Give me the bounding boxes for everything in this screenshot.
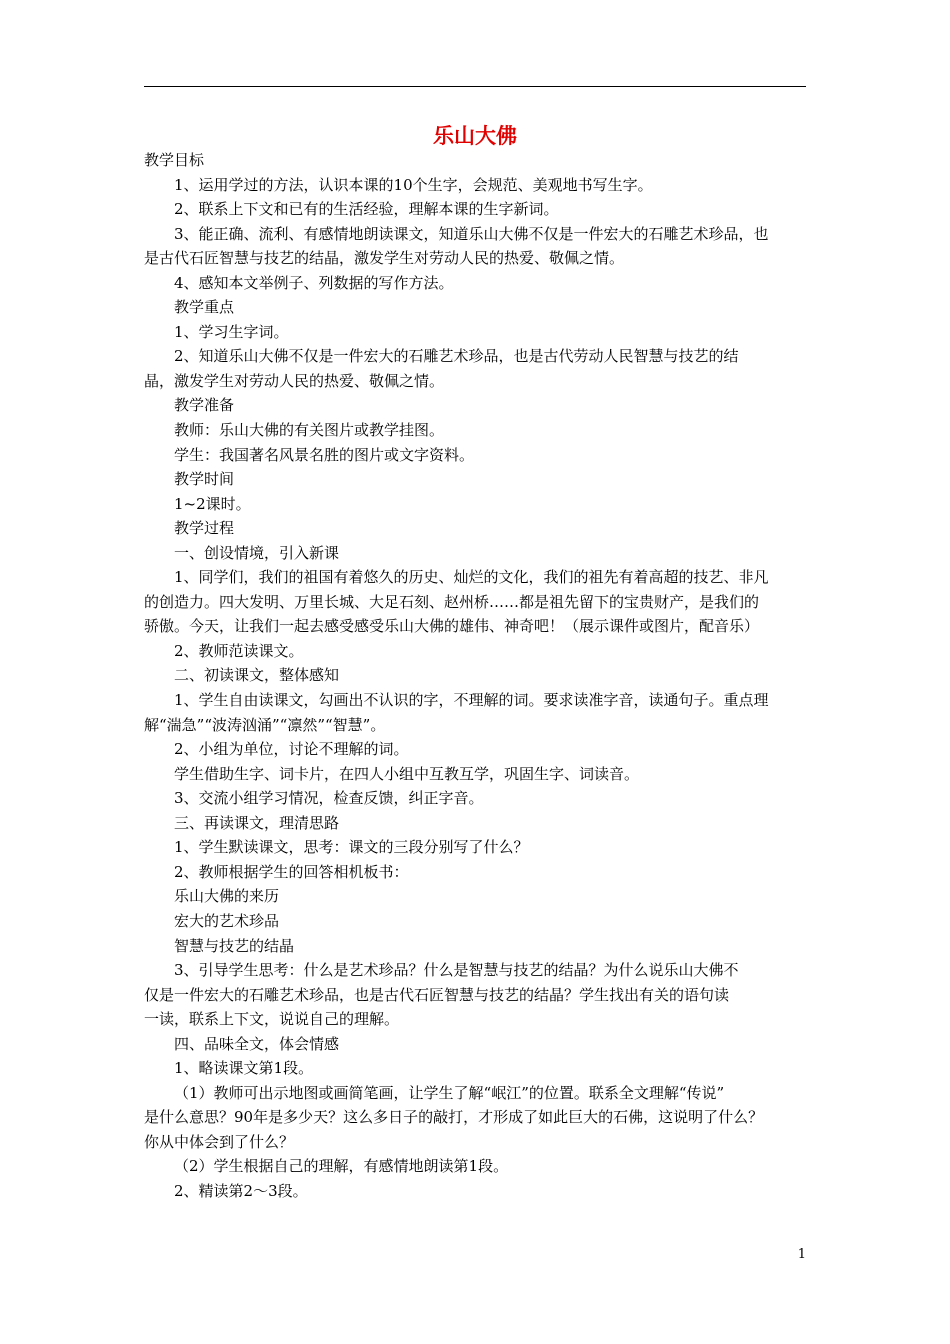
paragraph-line: 学生：我国著名风景名胜的图片或文字资料。 xyxy=(174,445,475,464)
section-heading: 四、品味全文，体会情感 xyxy=(174,1034,340,1053)
paragraph-line: 1、略读课文第1段。 xyxy=(174,1059,314,1078)
paragraph-line: 2、教师根据学生的回答相机板书： xyxy=(174,862,409,881)
paragraph-line: 2、联系上下文和已有的生活经验，理解本课的生字新词。 xyxy=(174,200,559,219)
section-heading: 教学时间 xyxy=(174,470,235,489)
paragraph-line: （2）学生根据自己的理解，有感情地朗读第1段。 xyxy=(174,1157,509,1176)
paragraph-line: 4、感知本文举例子、列数据的写作方法。 xyxy=(174,273,454,292)
board-line: 乐山大佛的来历 xyxy=(174,887,280,906)
paragraph-line: 是什么意思？90年是多少天？这么多日子的敲打，才形成了如此巨大的石佛，这说明了什么？ xyxy=(144,1108,764,1127)
section-heading: 二、初读课文，整体感知 xyxy=(174,666,340,685)
paragraph-line: 3、引导学生思考：什么是艺术珍品？什么是智慧与技艺的结晶？为什么说乐山大佛不 xyxy=(174,961,739,980)
paragraph-line: 1、学习生字词。 xyxy=(174,322,289,341)
section-heading: 一、创设情境，引入新课 xyxy=(174,543,340,562)
board-line: 智慧与技艺的结晶 xyxy=(174,936,295,955)
paragraph-line: 的创造力。四大发明、万里长城、大足石刻、赵州桥……都是祖先留下的宝贵财产，是我们的 xyxy=(144,592,760,611)
section-heading: 教学重点 xyxy=(174,298,235,317)
paragraph-line: 1、学生默读课文，思考：课文的三段分别写了什么？ xyxy=(174,838,529,857)
paragraph-line: 学生借助生字、词卡片，在四人小组中互教互学，巩固生字、词读音。 xyxy=(174,764,640,783)
section-heading: 三、再读课文，理清思路 xyxy=(174,813,340,832)
paragraph-line: 2、知道乐山大佛不仅是一件宏大的石雕艺术珍品，也是古代劳动人民智慧与技艺的结 xyxy=(174,347,739,366)
paragraph-line: 2、教师范读课文。 xyxy=(174,641,304,660)
paragraph-line: （1）教师可出示地图或画简笔画，让学生了解“岷江”的位置。联系全文理解“传说” xyxy=(174,1083,725,1102)
paragraph-line: 1、同学们，我们的祖国有着悠久的历史、灿烂的文化，我们的祖先有着高超的技艺、非凡 xyxy=(174,568,769,587)
header-rule xyxy=(144,86,806,87)
paragraph-line: 2、小组为单位，讨论不理解的词。 xyxy=(174,740,409,759)
page-number: 1 xyxy=(797,1247,806,1262)
paragraph-line: 1~2课时。 xyxy=(174,494,251,513)
board-line: 宏大的艺术珍品 xyxy=(174,911,280,930)
paragraph-line: 骄傲。今天，让我们一起去感受感受乐山大佛的雄伟、神奇吧！（展示课件或图片，配音乐） xyxy=(144,617,760,636)
document-body xyxy=(144,148,808,1204)
paragraph-line: 3、交流小组学习情况，检查反馈，纠正字音。 xyxy=(174,789,484,808)
paragraph-line: 你从中体会到了什么？ xyxy=(144,1132,295,1151)
paragraph-line: 是古代石匠智慧与技艺的结晶，激发学生对劳动人民的热爱、敬佩之情。 xyxy=(144,249,625,268)
section-heading: 教学准备 xyxy=(174,396,235,415)
paragraph-line: 2、精读第2～3段。 xyxy=(174,1181,308,1200)
paragraph-line: 教师：乐山大佛的有关图片或教学挂图。 xyxy=(174,421,445,440)
document-title: 乐山大佛 xyxy=(433,124,517,148)
paragraph-line: 晶，激发学生对劳动人民的热爱、敬佩之情。 xyxy=(144,371,445,390)
section-heading: 教学目标 xyxy=(144,151,205,169)
section-heading: 教学过程 xyxy=(174,519,235,538)
paragraph-line: 仅是一件宏大的石雕艺术珍品，也是古代石匠智慧与技艺的结晶？学生找出有关的语句读 xyxy=(144,985,730,1004)
paragraph-line: 一读，联系上下文，说说自己的理解。 xyxy=(144,1010,400,1029)
paragraph-line: 3、能正确、流利、有感情地朗读课文，知道乐山大佛不仅是一件宏大的石雕艺术珍品，也 xyxy=(174,224,769,243)
paragraph-line: 解“湍急”“波涛汹涌”“凛然”“智慧”。 xyxy=(144,715,386,734)
paragraph-line: 1、学生自由读课文，勾画出不认识的字，不理解的词。要求读准字音，读通句子。重点理 xyxy=(174,691,769,710)
paragraph-line: 1、运用学过的方法，认识本课的10个生字，会规范、美观地书写生字。 xyxy=(174,175,653,194)
